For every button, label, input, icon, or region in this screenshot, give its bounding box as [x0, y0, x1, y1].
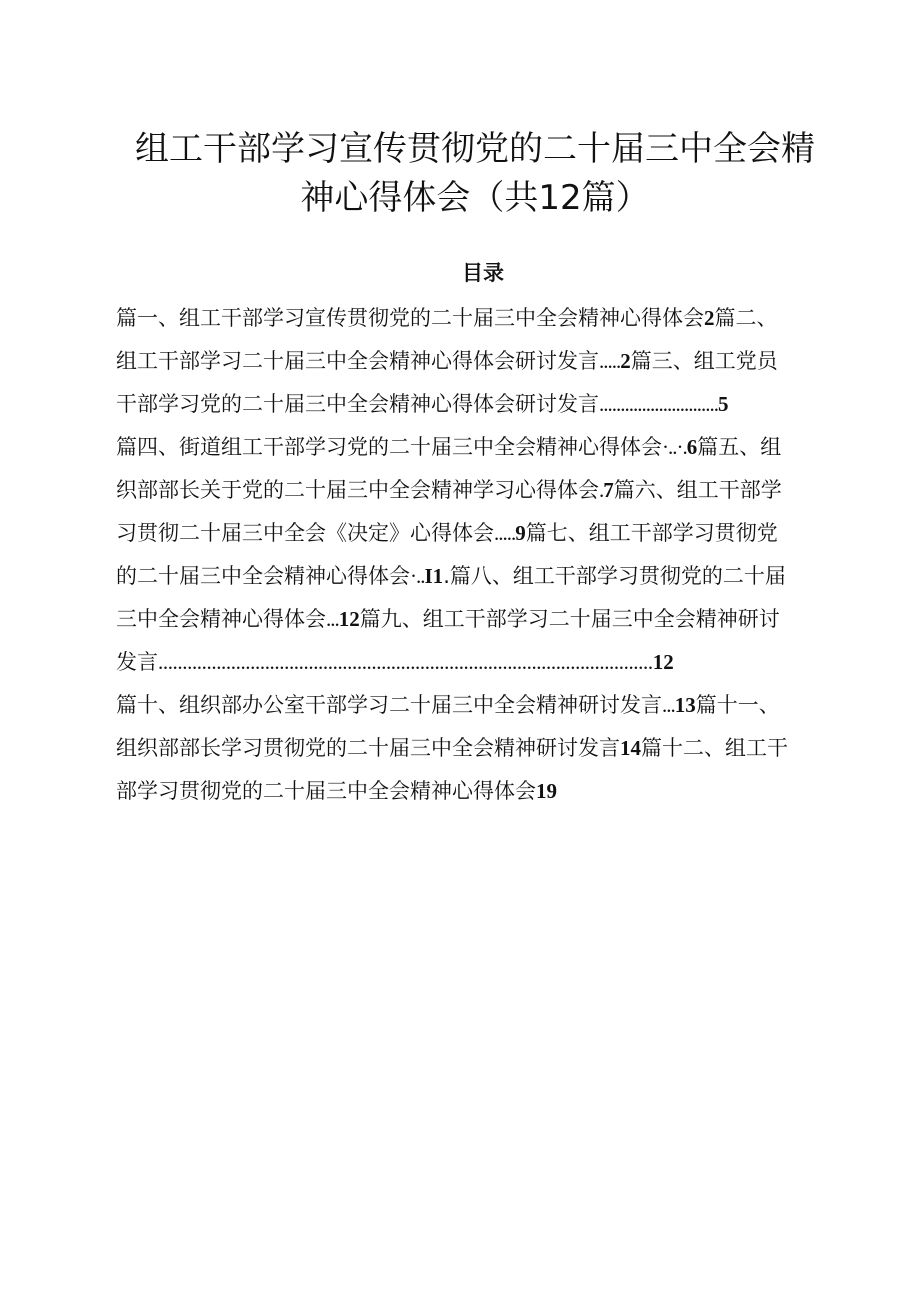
- toc-entry-text: 篇十、组织部办公室干部学习二十届三中全会精神研讨发言: [116, 693, 662, 717]
- toc-line-2: [116, 345, 856, 377]
- toc-entry-text: 的二十届三中全会精神心得体会: [116, 564, 410, 588]
- toc-entry-next: 篇五、组: [697, 435, 782, 459]
- toc-page-number: 7: [603, 478, 614, 502]
- toc-page-number: 5: [718, 392, 729, 416]
- toc-leader-dots: ......................................................................................................: [158, 650, 653, 674]
- toc-line-12: [116, 775, 856, 807]
- toc-entry-next: 篇九、组工干部学习二十届三中全会精神研讨: [359, 607, 780, 631]
- toc-leader-dots: ·..: [410, 564, 425, 588]
- toc-entry-next: 篇六、组工干部学: [613, 478, 782, 502]
- toc-entry-text: 发言: [116, 650, 158, 674]
- toc-entry-next: 篇十二、组工干: [641, 736, 788, 760]
- toc-entry-text: 干部学习党的二十届三中全会精神心得体会研讨发言: [116, 392, 599, 416]
- toc-entry-text: 三中全会精神心得体会: [116, 607, 326, 631]
- toc-line-9: [116, 646, 856, 678]
- toc-entry-text: 部学习贯彻党的二十届三中全会精神心得体会: [116, 779, 536, 803]
- toc-page-number: 2: [620, 349, 631, 373]
- toc-leader-dots: .....: [494, 521, 516, 545]
- toc-line-7: [116, 560, 856, 592]
- toc-line-4: [116, 431, 856, 463]
- toc-page-number: 6: [686, 435, 698, 459]
- toc-line-8: [116, 603, 856, 635]
- toc-leader-dots: .: [599, 478, 604, 502]
- toc-entry-text: 习贯彻二十届三中全会《决定》心得体会: [116, 521, 494, 545]
- toc-line-1: [116, 302, 856, 334]
- toc-entry-next: .篇八、组工干部学习贯彻党的二十届: [443, 564, 786, 588]
- toc-page-number: 9: [515, 521, 526, 545]
- toc-line-11: [116, 732, 856, 764]
- toc-entry-text: 组织部部长学习贯彻党的二十届三中全会精神研讨发言: [116, 736, 620, 760]
- toc-leader-dots: ...: [326, 607, 339, 631]
- document-title-line-1: 组工干部学习宣传贯彻党的二十届三中全会精: [135, 129, 815, 169]
- toc-leader-dots: ...: [662, 693, 675, 717]
- toc-entry-text: 篇四、街道组工干部学习党的二十届三中全会精神心得体会: [116, 435, 662, 459]
- toc-line-10: [116, 689, 856, 721]
- toc-entry-next: 篇三、组工党员: [630, 349, 778, 373]
- toc-line-5: [116, 474, 856, 506]
- toc-leader-dots: ·..·.: [662, 435, 687, 459]
- toc-entry-next: 篇十一、: [695, 693, 780, 717]
- toc-leader-dots: .....: [599, 349, 621, 373]
- toc-entry-text: 组工干部学习二十届三中全会精神心得体会研讨发言: [116, 349, 599, 373]
- toc-line-3: [116, 388, 856, 420]
- toc-page-number: 13: [674, 693, 696, 717]
- document-title-line-2: 神心得体会（共12篇）: [300, 178, 650, 218]
- toc-page-number: 14: [620, 736, 641, 760]
- toc-heading: 目录: [462, 261, 504, 285]
- toc-entry-text: 篇一、组工干部学习宣传贯彻党的二十届三中全会精神心得体会: [116, 306, 704, 330]
- toc-page-number: 2: [704, 306, 715, 330]
- toc-line-6: [116, 517, 856, 549]
- toc-leader-dots: ............................: [599, 392, 718, 416]
- toc-entry-next: 篇七、组工干部学习贯彻党: [525, 521, 778, 545]
- toc-page-number: 19: [536, 779, 557, 803]
- toc-page-number: 12: [652, 650, 674, 674]
- toc-entry-text: 织部部长关于党的二十届三中全会精神学习心得体会: [116, 478, 599, 502]
- toc-page-number: I1: [424, 564, 444, 588]
- toc-page-number: 12: [338, 607, 360, 631]
- toc-entry-next: 篇二、: [714, 306, 778, 330]
